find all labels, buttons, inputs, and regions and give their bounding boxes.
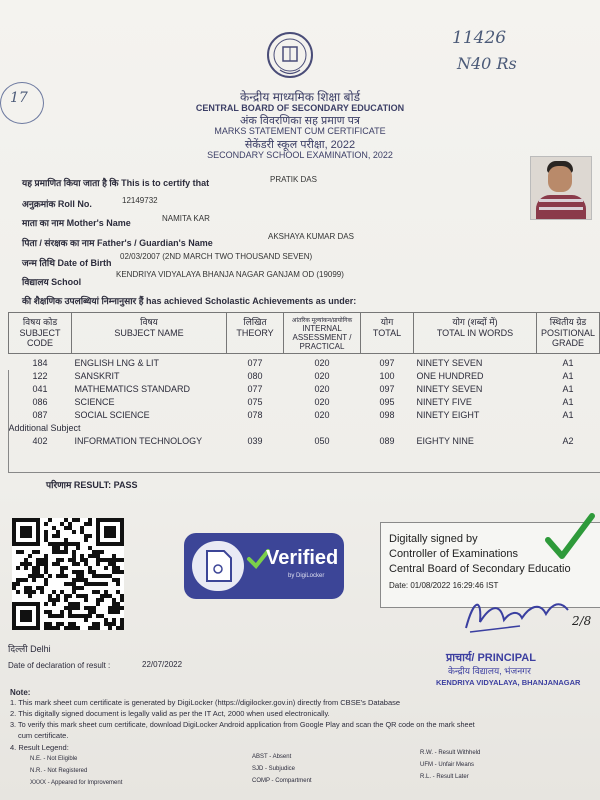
col-subject-code (9, 313, 72, 354)
note-title: Note: (10, 688, 31, 697)
mother-name: NAMITA KAR (162, 214, 210, 223)
row-code: 087 (32, 409, 48, 420)
row-internal: 020 (314, 409, 330, 420)
result-status: परिणाम RESULT: PASS (46, 480, 138, 490)
dob-label: जन्म तिथि Date of Birth (22, 258, 112, 268)
note-3: 3. To verify this mark sheet cum certificate, download DigiLocker Android application from Google Play and scan the QR code on the mark sheet (10, 720, 475, 729)
declaration-date: 22/07/2022 (142, 660, 183, 669)
legend-nr: N.R. - Not Registered (30, 768, 88, 774)
roll-number: 12149732 (122, 196, 158, 205)
col-name-label: SUBJECT NAME (114, 328, 184, 338)
row-internal: 020 (314, 370, 330, 381)
certify-label: यह प्रमाणित किया जाता है कि This is to certify that (22, 178, 210, 188)
col-name-hindi: विषय (140, 317, 158, 327)
row-words: NINETY SEVEN (416, 357, 483, 368)
table-border (8, 370, 600, 473)
digilocker-verified-badge (184, 533, 344, 599)
row-total: 097 (379, 357, 395, 368)
row-grade: A1 (562, 370, 574, 381)
row-code: 086 (32, 396, 48, 407)
row-internal: 020 (314, 357, 330, 368)
verified-by-text: by DigiLocker (288, 573, 325, 579)
row-code: 041 (32, 383, 48, 394)
school-name: KENDRIYA VIDYALAYA BHANJA NAGAR GANJAM OD (19099) (116, 270, 344, 279)
row-subject: SOCIAL SCIENCE (74, 409, 150, 420)
signer-title: Controller of Examinations (389, 548, 519, 560)
row-internal: 050 (314, 435, 330, 446)
col-theory (227, 313, 284, 354)
row-grade: A1 (562, 383, 574, 394)
handwritten-number: 11426 (452, 28, 507, 48)
father-label: पिता / संरक्षक का नाम Father's / Guardian's Name (22, 238, 213, 248)
additional-subject-label: Additional Subject (8, 422, 81, 433)
row-grade: A1 (562, 409, 574, 420)
principal-date-mark: 2/8 (572, 614, 592, 628)
row-code: 122 (32, 370, 48, 381)
achievements-label: की शैक्षणिक उपलब्धियां निम्नानुसार हैं has achieved Scholastic Achievements as under: (22, 296, 357, 306)
row-words: NINETY EIGHT (416, 409, 480, 420)
qr-code-icon[interactable] (12, 518, 124, 630)
col-theory-hindi: लिखित (243, 317, 267, 327)
row-total: 098 (379, 409, 395, 420)
note-2: 2. This digitally signed document is legally valid as per the IT Act, 2000 when used electronically. (10, 709, 330, 718)
legend-sjd: SJD - Subjudice (252, 766, 296, 772)
student-photo (530, 156, 592, 220)
exam-name-hindi: सेकेंडरी स्कूल परीक्षा, 2022 (244, 139, 356, 151)
handwritten-amount: N40 Rs (457, 54, 517, 73)
col-internal-hindi: आंतरिक मूल्यांकन/प्रायोगिक (291, 318, 353, 324)
principal-signature (460, 592, 590, 640)
note-1: 1. This mark sheet cum certificate is generated by DigiLocker (https://digilocker.gov.in) directly from CBSE's Database (10, 698, 401, 707)
row-total: 089 (379, 435, 395, 446)
father-name: AKSHAYA KUMAR DAS (268, 232, 354, 241)
exam-name: SECONDARY SCHOOL EXAMINATION, 2022 (207, 150, 393, 160)
board-name: CENTRAL BOARD OF SECONDARY EDUCATION (195, 103, 405, 113)
note-3-cont: cum certificate. (18, 731, 69, 740)
student-name: PRATIK DAS (270, 175, 317, 184)
legend-xxxx: XXXX - Appeared for Improvement (30, 780, 123, 786)
row-theory: 077 (247, 357, 263, 368)
signature-date: Date: 01/08/2022 16:29:46 IST (389, 581, 499, 590)
cbse-logo-icon (266, 30, 314, 82)
legend-rw: R.W. - Result Withheld (420, 750, 481, 756)
col-grade-label: POSITIONAL GRADE (540, 328, 595, 348)
row-theory: 077 (247, 383, 263, 394)
col-words-hindi: योग (शब्दों में) (452, 317, 498, 327)
row-internal: 020 (314, 383, 330, 394)
table-row (9, 356, 600, 369)
row-grade: A1 (562, 357, 574, 368)
legend-ne: N.E. - Not Eligible (30, 756, 78, 762)
col-grade-hindi: स्थितीय ग्रेड (549, 317, 587, 327)
principal-school-hindi: केन्द्रीय विद्यालय, भंजनगर (448, 666, 531, 676)
handwritten-corner-mark: 17 (10, 90, 28, 106)
row-grade: A1 (562, 396, 574, 407)
principal-hindi: प्राचार्य/ (446, 652, 475, 664)
col-internal-label: INTERNAL ASSESSMENT / PRACTICAL (292, 324, 352, 351)
principal-school: KENDRIYA VIDYALAYA, BHANJANAGAR (436, 678, 581, 687)
row-subject: SANSKRIT (74, 370, 120, 381)
row-internal: 020 (314, 396, 330, 407)
row-theory: 080 (247, 370, 263, 381)
row-theory: 039 (247, 435, 263, 446)
legend-ufm: UFM - Unfair Means (420, 762, 475, 768)
legend-abst: ABST - Absent (252, 754, 292, 760)
row-words: NINETY SEVEN (416, 383, 483, 394)
signature-tick-icon (544, 512, 596, 562)
col-internal (284, 313, 361, 354)
place (8, 642, 51, 655)
school-label: विद्यालय School (22, 277, 82, 287)
col-total (361, 313, 414, 354)
row-words: EIGHTY NINE (416, 435, 474, 446)
principal-stamp (446, 650, 536, 665)
row-total: 097 (379, 383, 395, 394)
row-theory: 075 (247, 396, 263, 407)
col-total-words (414, 313, 537, 354)
mother-label: माता का नाम Mother's Name (22, 218, 131, 228)
signed-by-label: Digitally signed by (389, 533, 478, 545)
certificate-title: MARKS STATEMENT CUM CERTIFICATE (214, 126, 386, 136)
col-theory-label: THEORY (236, 328, 274, 338)
row-words: NINETY FIVE (416, 396, 472, 407)
col-code-hindi: विषय कोड (22, 317, 58, 327)
verified-text: Verified (266, 547, 339, 569)
roll-label: अनुक्रमांक Roll No. (22, 199, 92, 209)
note-4: 4. Result Legend: (10, 743, 69, 752)
row-subject: INFORMATION TECHNOLOGY (74, 435, 203, 446)
certificate-title-hindi: अंक विवरणिका सह प्रमाण पत्र (240, 115, 360, 127)
board-name-hindi: केन्द्रीय माध्यमिक शिक्षा बोर्ड (240, 90, 360, 104)
signer-org: Central Board of Secondary Educatio (389, 563, 571, 575)
principal-title: PRINCIPAL (477, 652, 536, 664)
row-grade: A2 (562, 435, 574, 446)
row-total: 095 (379, 396, 395, 407)
legend-comp: COMP - Compartment (252, 778, 312, 784)
place-name: Delhi (30, 644, 51, 654)
dob-value: 02/03/2007 (2ND MARCH TWO THOUSAND SEVEN) (120, 252, 313, 261)
row-subject: ENGLISH LNG & LIT (74, 357, 160, 368)
row-code: 402 (32, 435, 48, 446)
col-total-hindi: योग (380, 317, 394, 327)
col-total-label: TOTAL (372, 328, 402, 338)
row-subject: SCIENCE (74, 396, 115, 407)
row-subject: MATHEMATICS STANDARD (74, 383, 191, 394)
row-total: 100 (379, 370, 395, 381)
col-words-label: TOTAL IN WORDS (436, 328, 514, 338)
col-code-label: SUBJECT CODE (19, 328, 61, 348)
col-grade (537, 313, 600, 354)
row-theory: 078 (247, 409, 263, 420)
declaration-label: Date of declaration of result : (8, 661, 111, 670)
place-hindi: दिल्ली (8, 644, 28, 654)
document-icon (204, 549, 234, 583)
row-words: ONE HUNDRED (416, 370, 484, 381)
row-code: 184 (32, 357, 48, 368)
col-subject-name (72, 313, 227, 354)
legend-rl: R.L. - Result Later (420, 774, 469, 780)
